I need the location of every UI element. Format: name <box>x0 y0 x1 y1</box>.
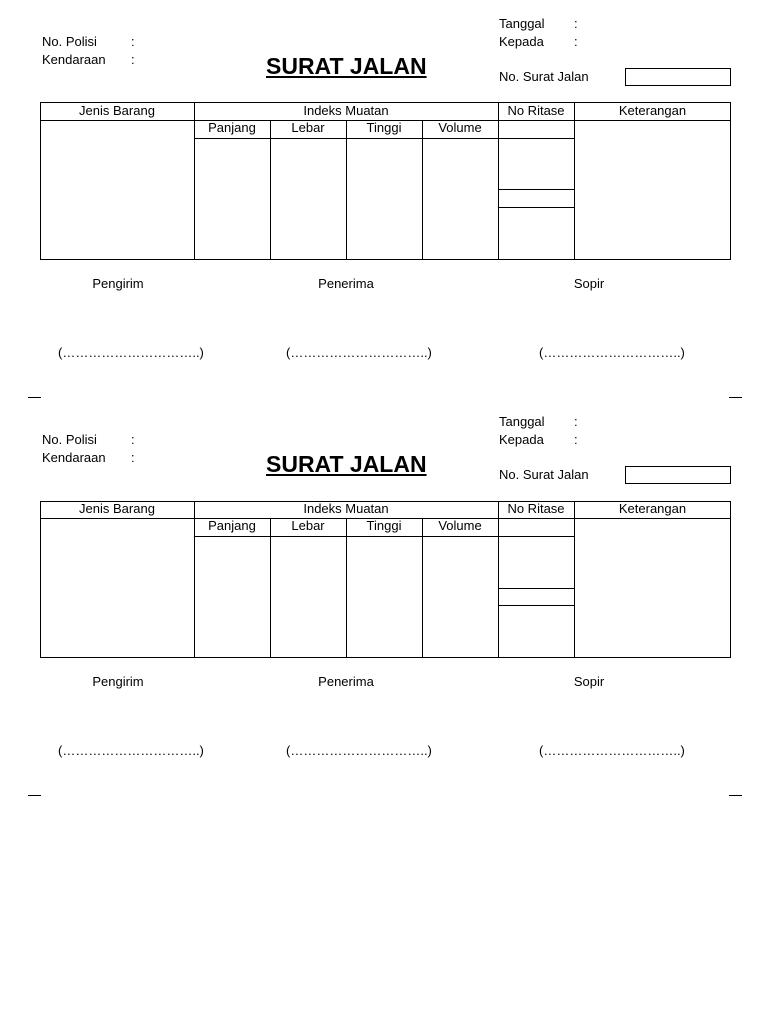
ritase-row-divider <box>498 605 574 606</box>
header-no-ritase: No Ritase <box>507 103 565 118</box>
table-column-divider <box>422 518 423 658</box>
subheader-panjang: Panjang <box>208 518 256 533</box>
signature-sopir-label: Sopir <box>573 276 605 291</box>
tanggal-colon: : <box>574 16 578 31</box>
no-surat-jalan-field[interactable] <box>625 68 731 86</box>
header-jenis-barang: Jenis Barang <box>79 501 155 516</box>
page-title: SURAT JALAN <box>266 451 427 477</box>
no-surat-jalan-field[interactable] <box>625 466 731 484</box>
ritase-row-divider <box>498 588 574 589</box>
header-indeks-muatan: Indeks Muatan <box>303 501 389 516</box>
kepada-label: Kepada <box>499 432 544 447</box>
cut-mark-right <box>729 795 742 796</box>
table-column-divider <box>574 501 575 658</box>
signature-pengirim-label: Pengirim <box>92 674 144 689</box>
kendaraan-label: Kendaraan <box>42 52 106 67</box>
header-no-ritase: No Ritase <box>507 501 565 516</box>
table-column-divider <box>270 120 271 260</box>
subheader-panjang: Panjang <box>208 120 256 135</box>
table-column-divider <box>498 102 499 260</box>
header-jenis-barang: Jenis Barang <box>79 103 155 118</box>
subheader-tinggi: Tinggi <box>366 120 402 135</box>
signature-penerima-line: (…………………………..) <box>286 345 432 360</box>
kendaraan-colon: : <box>131 450 135 465</box>
table-column-divider <box>498 501 499 658</box>
table-column-divider <box>346 120 347 260</box>
signature-sopir-label: Sopir <box>573 674 605 689</box>
table-column-divider <box>270 518 271 658</box>
signature-pengirim-line: (…………………………..) <box>58 743 204 758</box>
table-subheader-divider <box>194 138 574 139</box>
signature-pengirim-line: (…………………………..) <box>58 345 204 360</box>
kepada-colon: : <box>574 34 578 49</box>
no-surat-jalan-label: No. Surat Jalan <box>499 467 589 482</box>
signature-penerima-label: Penerima <box>318 674 374 689</box>
ritase-row-divider <box>498 189 574 190</box>
table-column-divider <box>346 518 347 658</box>
kendaraan-colon: : <box>131 52 135 67</box>
table-subheader-divider <box>194 536 574 537</box>
no-polisi-label: No. Polisi <box>42 34 97 49</box>
header-indeks-muatan: Indeks Muatan <box>303 103 389 118</box>
subheader-lebar: Lebar <box>291 120 325 135</box>
signature-pengirim-label: Pengirim <box>92 276 144 291</box>
subheader-tinggi: Tinggi <box>366 518 402 533</box>
signature-sopir-line: (…………………………..) <box>539 345 685 360</box>
tanggal-colon: : <box>574 414 578 429</box>
cut-mark-left <box>28 795 41 796</box>
signature-sopir-line: (…………………………..) <box>539 743 685 758</box>
header-keterangan: Keterangan <box>618 501 687 516</box>
kepada-label: Kepada <box>499 34 544 49</box>
table-column-divider <box>574 102 575 260</box>
surat-jalan-form-1 <box>0 0 768 398</box>
no-polisi-label: No. Polisi <box>42 432 97 447</box>
kepada-colon: : <box>574 432 578 447</box>
table-column-divider <box>422 120 423 260</box>
no-polisi-colon: : <box>131 34 135 49</box>
no-polisi-colon: : <box>131 432 135 447</box>
signature-penerima-label: Penerima <box>318 276 374 291</box>
header-keterangan: Keterangan <box>618 103 687 118</box>
tanggal-label: Tanggal <box>499 414 545 429</box>
subheader-volume: Volume <box>438 518 482 533</box>
page-title: SURAT JALAN <box>266 53 427 79</box>
tanggal-label: Tanggal <box>499 16 545 31</box>
no-surat-jalan-label: No. Surat Jalan <box>499 69 589 84</box>
subheader-lebar: Lebar <box>291 518 325 533</box>
kendaraan-label: Kendaraan <box>42 450 106 465</box>
ritase-row-divider <box>498 207 574 208</box>
signature-penerima-line: (…………………………..) <box>286 743 432 758</box>
surat-jalan-form-2 <box>0 398 768 796</box>
subheader-volume: Volume <box>438 120 482 135</box>
